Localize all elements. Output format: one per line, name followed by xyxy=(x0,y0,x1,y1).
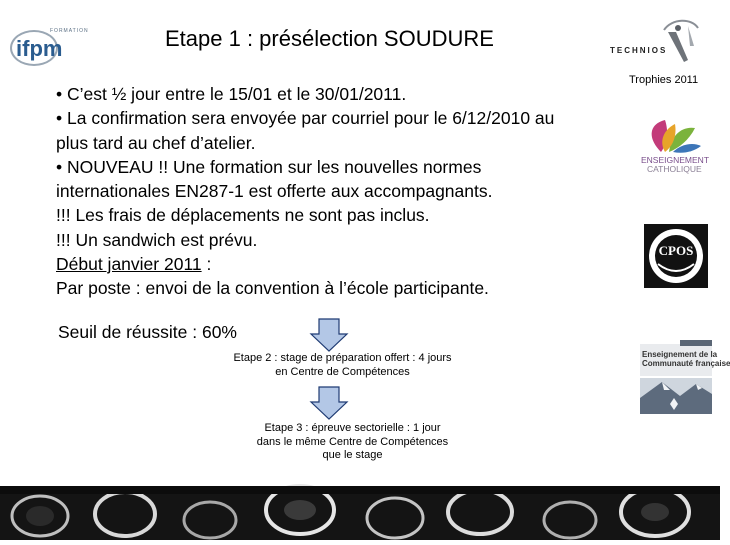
step-3-line: que le stage xyxy=(322,449,383,461)
enseignement-catholique-logo xyxy=(639,118,714,178)
ifpm-logo-tag: FORMATION xyxy=(50,28,89,34)
body-line: • La confirmation sera envoyée par courriel pour le 6/12/2010 au xyxy=(56,108,555,129)
step-3-line: dans le même Centre de Compétences xyxy=(256,435,449,448)
step-2-line: Etape 2 : stage de préparation offert : 4 jours xyxy=(233,352,452,364)
ec-petals-icon xyxy=(639,118,714,156)
step-3-line: Etape 3 : épreuve sectorielle : 1 jour xyxy=(264,422,441,434)
body-line: internationales EN287-1 est offerte aux accompagnants. xyxy=(56,181,493,202)
cpos-logo xyxy=(644,224,708,288)
ec-logo-line-2: CATHOLIQUE xyxy=(647,164,702,174)
body-line: !!! Un sandwich est prévu. xyxy=(56,229,258,250)
ifpm-logo-word: ifpm xyxy=(16,36,63,61)
down-arrow-icon xyxy=(309,386,349,420)
technios-logo-word: TECHNIOS xyxy=(610,46,668,55)
start-label: Début janvier 2011 xyxy=(56,254,202,275)
cpos-emblem-icon xyxy=(644,224,708,288)
footer-photo xyxy=(0,486,720,540)
step-3-text xyxy=(240,422,465,463)
ec-logo-line-1: ENSEIGNEMENT xyxy=(641,155,710,165)
technios-logo xyxy=(606,14,706,72)
ifpm-logo xyxy=(6,20,89,64)
body-line: • C’est ½ jour entre le 15/01 et le 30/01/2011. xyxy=(56,84,407,104)
cpos-emblem-text: CPOS xyxy=(658,243,694,258)
start-line xyxy=(56,252,636,276)
body-line: • NOUVEAU !! Une formation sur les nouvelles normes xyxy=(56,156,482,177)
step-2-line: en Centre de Compétences xyxy=(275,365,410,378)
start-suffix: : xyxy=(201,254,212,275)
down-arrow-icon xyxy=(309,318,349,352)
trophies-label: Trophies 2011 xyxy=(629,74,699,86)
ecf-logo xyxy=(640,340,730,414)
body-line: !!! Les frais de déplacements ne sont pas inclus. xyxy=(56,205,430,226)
ecf-mountain-icon xyxy=(640,378,712,414)
post-line: Par poste : envoi de la convention à l’école participante. xyxy=(56,278,489,299)
ecf-logo-line-2: Communauté française xyxy=(642,359,730,368)
ecf-logo-line-1: Enseignement de la xyxy=(642,350,718,359)
step-2-text xyxy=(215,352,470,379)
body-text xyxy=(56,82,636,301)
footer-photo-graphic xyxy=(0,486,720,540)
body-line: plus tard au chef d’atelier. xyxy=(56,132,256,153)
page-title: Etape 1 : présélection SOUDURE xyxy=(165,26,494,51)
technios-swirl-icon xyxy=(658,16,702,68)
threshold-text: Seuil de réussite : 60% xyxy=(58,322,237,342)
